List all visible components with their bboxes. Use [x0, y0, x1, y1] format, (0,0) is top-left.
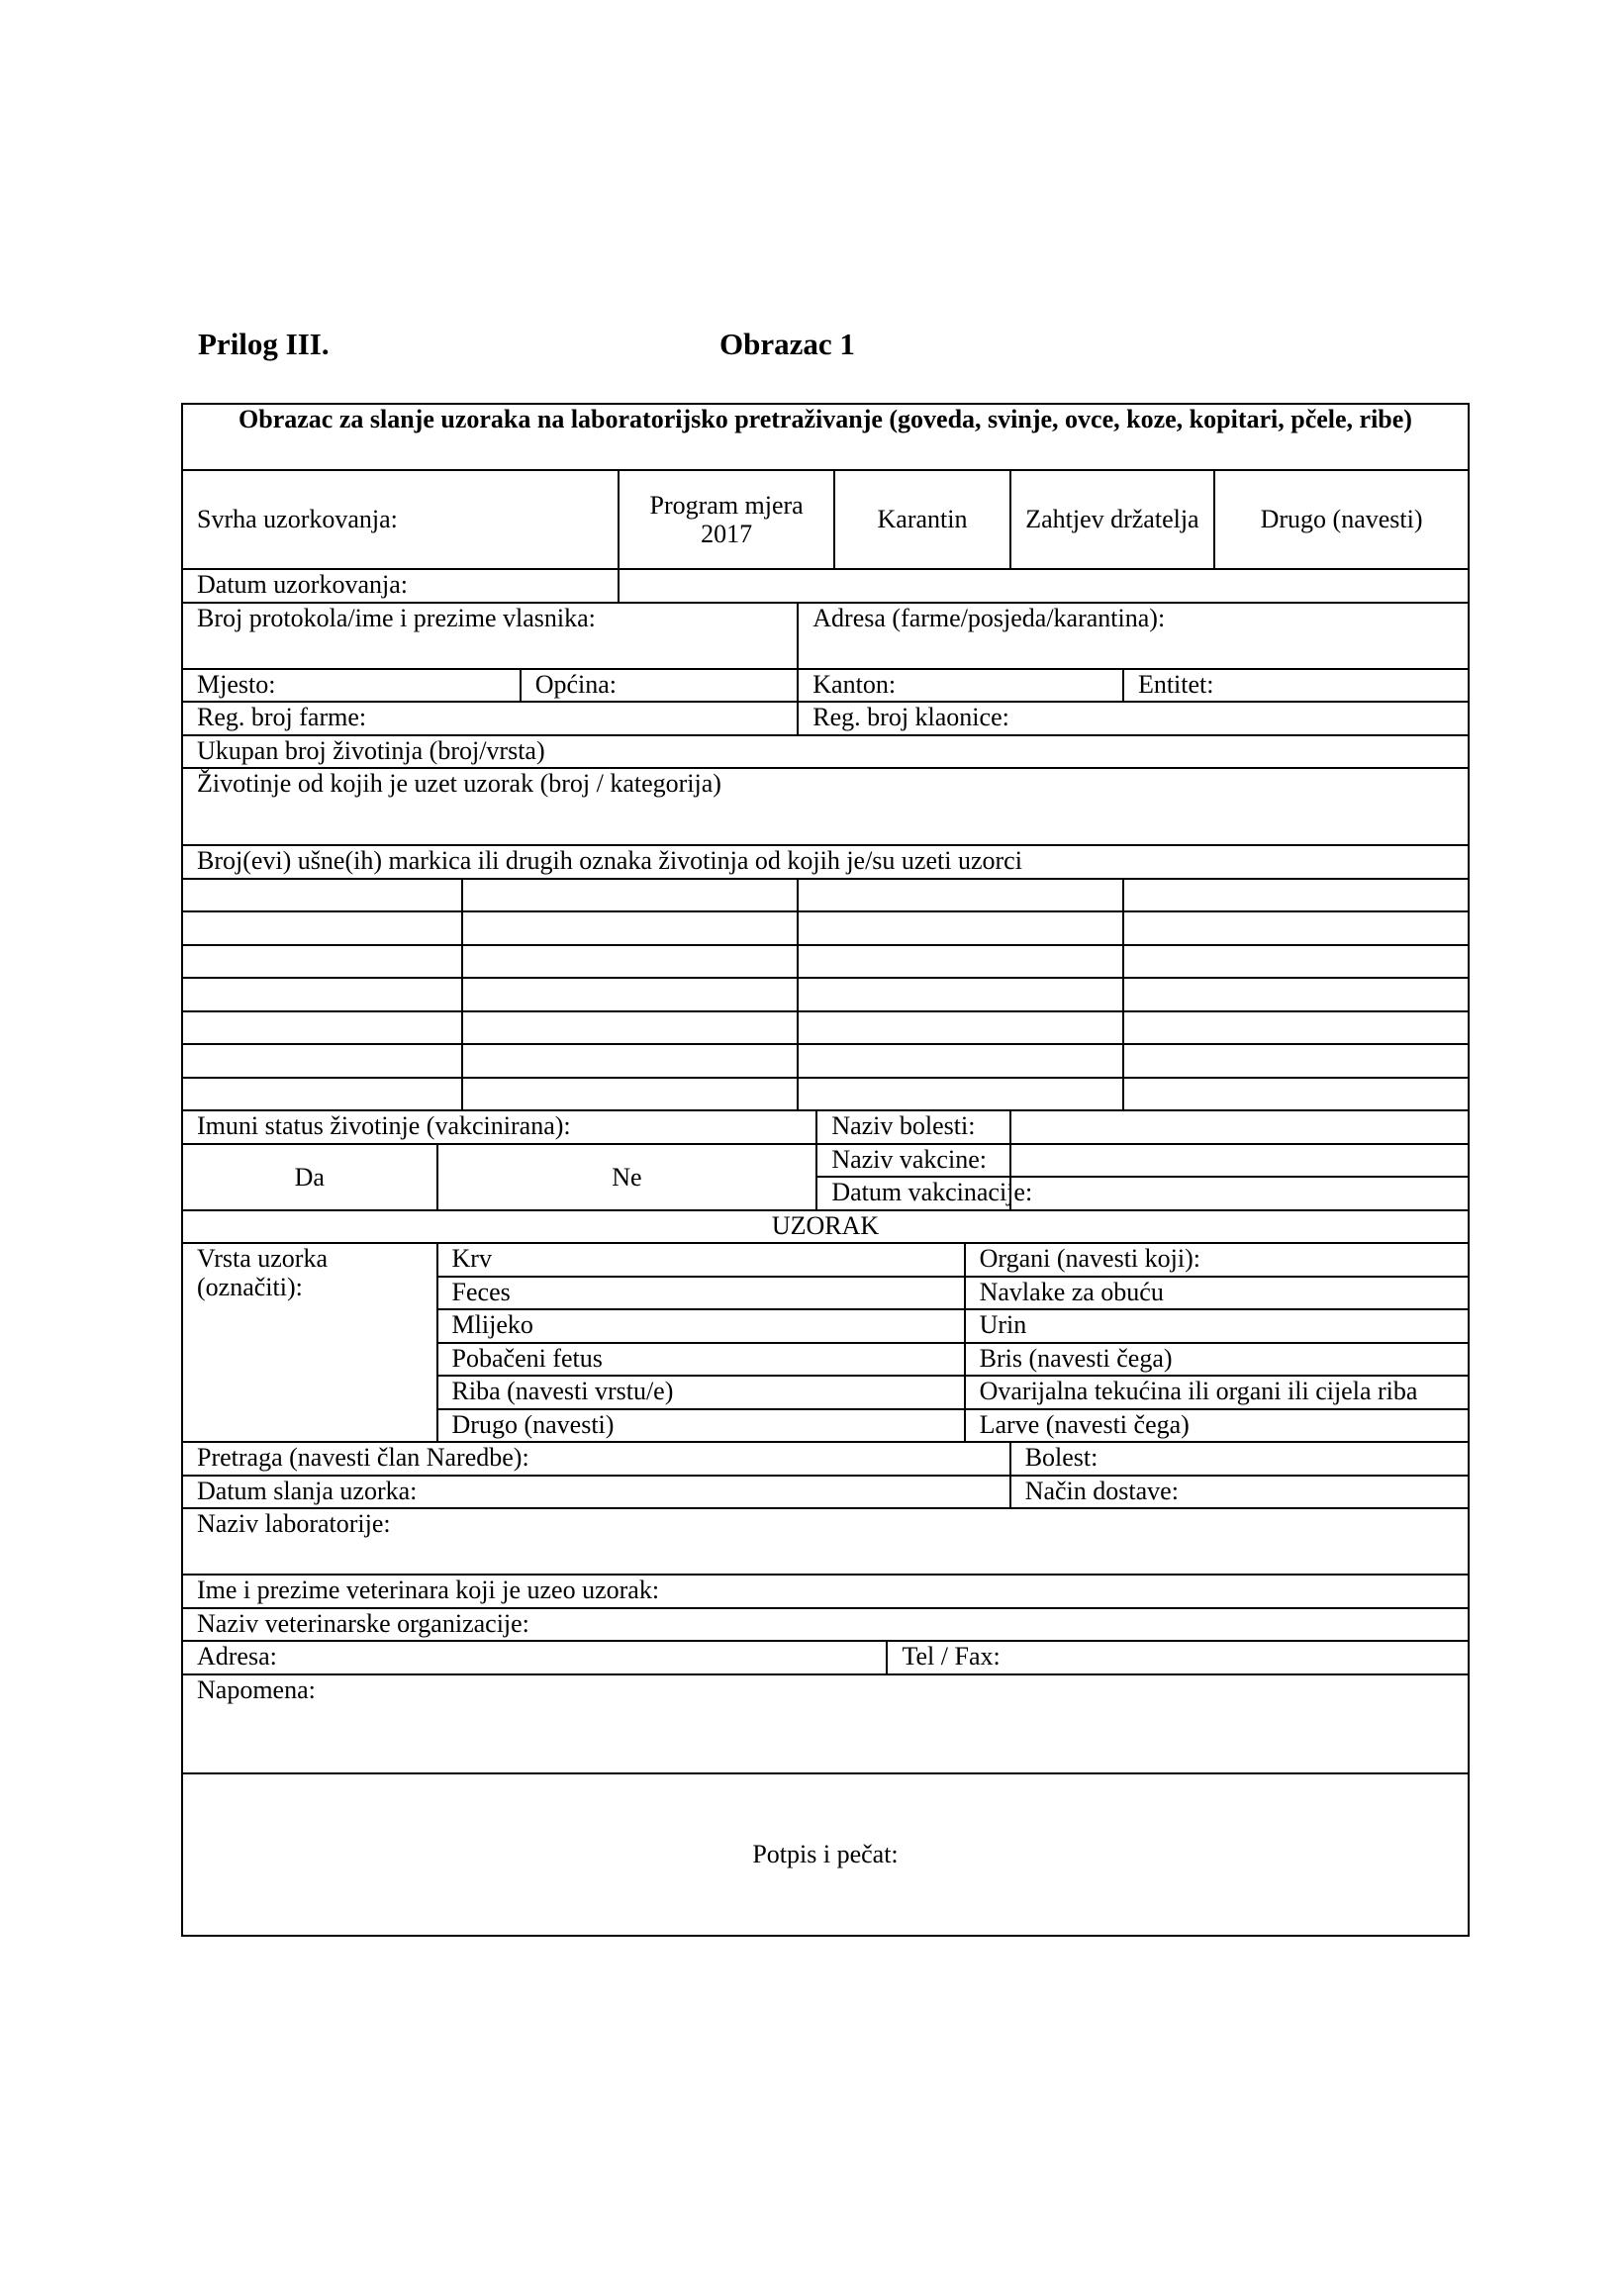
ear-tag-cell[interactable] [462, 978, 799, 1011]
ear-tag-row [182, 1011, 1469, 1044]
sample-type-aborted-fetus[interactable]: Pobačeni fetus [437, 1343, 965, 1376]
annex-label: Prilog III. [198, 327, 330, 361]
sampling-date-label: Datum uzorkovanja: [182, 569, 619, 603]
total-animals-field[interactable]: Ukupan broj životinja (broj/vrsta) [182, 735, 1469, 768]
veterinarian-name-field[interactable]: Ime i prezime veterinara koji je uzeo uzorak: [182, 1575, 1469, 1608]
ear-tag-row [182, 1078, 1469, 1110]
ear-tag-cell[interactable] [182, 879, 462, 911]
ear-tag-cell[interactable] [462, 1011, 799, 1044]
form-title: Obrazac za slanje uzoraka na laboratorijsko pretraživanje (goveda, svinje, ovce, koze, kopitari, pčele, ribe) [182, 404, 1469, 470]
laboratory-name-continuation[interactable] [182, 1542, 1469, 1575]
vaccinated-yes-option[interactable]: Da [182, 1144, 437, 1210]
sample-type-blood[interactable]: Krv [437, 1243, 965, 1277]
ear-tag-cell[interactable] [798, 1011, 1123, 1044]
immune-status-label: Imuni status životinje (vakcinirana): [182, 1110, 816, 1144]
vaccine-name-field[interactable] [1010, 1144, 1469, 1177]
purpose-option-other[interactable]: Drugo (navesti) [1214, 470, 1469, 569]
ear-tag-cell[interactable] [798, 911, 1123, 945]
protocol-owner-field[interactable]: Broj protokola/ime i prezime vlasnika: [182, 603, 798, 669]
ear-tag-cell[interactable] [1123, 879, 1469, 911]
ear-tag-cell[interactable] [182, 1078, 462, 1110]
farm-reg-field[interactable]: Reg. broj farme: [182, 702, 798, 735]
sample-heading: UZORAK [182, 1210, 1469, 1243]
sample-type-feces[interactable]: Feces [437, 1277, 965, 1309]
tel-fax-field[interactable]: Tel / Fax: [887, 1641, 1469, 1674]
ear-tag-cell[interactable] [182, 978, 462, 1011]
ear-tag-cell[interactable] [1123, 1044, 1469, 1078]
vaccinated-no-option[interactable]: Ne [437, 1144, 817, 1210]
purpose-option-quarantine[interactable]: Karantin [834, 470, 1009, 569]
ear-tag-cell[interactable] [1123, 1078, 1469, 1110]
disease-name-field[interactable] [1010, 1110, 1469, 1144]
entity-field[interactable]: Entitet: [1123, 669, 1469, 702]
sample-type-organs[interactable]: Organi (navesti koji): [965, 1243, 1469, 1277]
ear-tag-cell[interactable] [798, 879, 1123, 911]
sample-submission-form [181, 403, 1470, 1937]
ear-tag-cell[interactable] [182, 911, 462, 945]
slaughterhouse-reg-field[interactable]: Reg. broj klaonice: [798, 702, 1469, 735]
ear-tags-label: Broj(evi) ušne(ih) markica ili drugih oznaka životinja od kojih je/su uzeti uzorci [182, 845, 1469, 879]
ear-tag-cell[interactable] [462, 879, 799, 911]
sample-type-urine[interactable]: Urin [965, 1309, 1469, 1343]
sampling-date-field[interactable] [619, 569, 1469, 603]
ear-tag-row [182, 1044, 1469, 1078]
purpose-label: Svrha uzorkovanja: [182, 470, 619, 569]
sample-type-other[interactable]: Drugo (navesti) [437, 1409, 965, 1442]
purpose-option-program[interactable]: Program mjera 2017 [619, 470, 834, 569]
sample-type-ovarian-fluid[interactable]: Ovarijalna tekućina ili organi ili cijela riba [965, 1376, 1469, 1409]
form-number: Obrazac 1 [719, 327, 855, 361]
sample-type-label: Vrsta uzorka (označiti): [182, 1243, 437, 1442]
sample-type-swab[interactable]: Bris (navesti čega) [965, 1343, 1469, 1376]
vaccine-name-label: Naziv vakcine: [816, 1144, 1009, 1177]
ear-tag-cell[interactable] [462, 945, 799, 978]
ear-tag-cell[interactable] [1123, 1011, 1469, 1044]
note-field[interactable]: Napomena: [182, 1674, 1469, 1773]
send-date-field[interactable]: Datum slanja uzorka: [182, 1476, 1010, 1508]
sampled-animals-field[interactable]: Životinje od kojih je uzet uzorak (broj / kategorija) [182, 768, 1469, 845]
purpose-option-owner-request[interactable]: Zahtjev držatelja [1010, 470, 1214, 569]
vaccination-date-field[interactable] [1010, 1177, 1469, 1210]
ear-tag-cell[interactable] [1123, 978, 1469, 1011]
ear-tag-cell[interactable] [182, 1044, 462, 1078]
ear-tag-cell[interactable] [462, 1044, 799, 1078]
ear-tag-cell[interactable] [462, 1078, 799, 1110]
delivery-method-field[interactable]: Način dostave: [1010, 1476, 1469, 1508]
test-field[interactable]: Pretraga (navesti član Naredbe): [182, 1442, 1010, 1476]
disease-name-label: Naziv bolesti: [816, 1110, 1009, 1144]
ear-tag-cell[interactable] [798, 978, 1123, 1011]
signature-stamp-field[interactable]: Potpis i pečat: [182, 1773, 1469, 1936]
canton-field[interactable]: Kanton: [798, 669, 1123, 702]
ear-tag-cell[interactable] [1123, 911, 1469, 945]
ear-tag-cell[interactable] [182, 1011, 462, 1044]
ear-tag-row [182, 879, 1469, 911]
ear-tag-row [182, 945, 1469, 978]
sample-type-fish[interactable]: Riba (navesti vrstu/e) [437, 1376, 965, 1409]
ear-tag-cell[interactable] [1123, 945, 1469, 978]
ear-tag-cell[interactable] [798, 1078, 1123, 1110]
ear-tag-cell[interactable] [798, 945, 1123, 978]
farm-address-field[interactable]: Adresa (farme/posjeda/karantina): [798, 603, 1469, 669]
place-field[interactable]: Mjesto: [182, 669, 521, 702]
address-field[interactable]: Adresa: [182, 1641, 887, 1674]
ear-tag-cell[interactable] [182, 945, 462, 978]
disease-field[interactable]: Bolest: [1010, 1442, 1469, 1476]
sample-type-larvae[interactable]: Larve (navesti čega) [965, 1409, 1469, 1442]
sample-type-boot-covers[interactable]: Navlake za obuću [965, 1277, 1469, 1309]
ear-tag-cell[interactable] [462, 911, 799, 945]
veterinary-organization-field[interactable]: Naziv veterinarske organizacije: [182, 1608, 1469, 1641]
vaccination-date-label: Datum vakcinacije: [816, 1177, 1009, 1210]
laboratory-name-field[interactable]: Naziv laboratorije: [182, 1508, 1469, 1542]
ear-tag-cell[interactable] [798, 1044, 1123, 1078]
sample-type-milk[interactable]: Mlijeko [437, 1309, 965, 1343]
ear-tag-row [182, 911, 1469, 945]
municipality-field[interactable]: Općina: [521, 669, 799, 702]
ear-tag-row [182, 978, 1469, 1011]
